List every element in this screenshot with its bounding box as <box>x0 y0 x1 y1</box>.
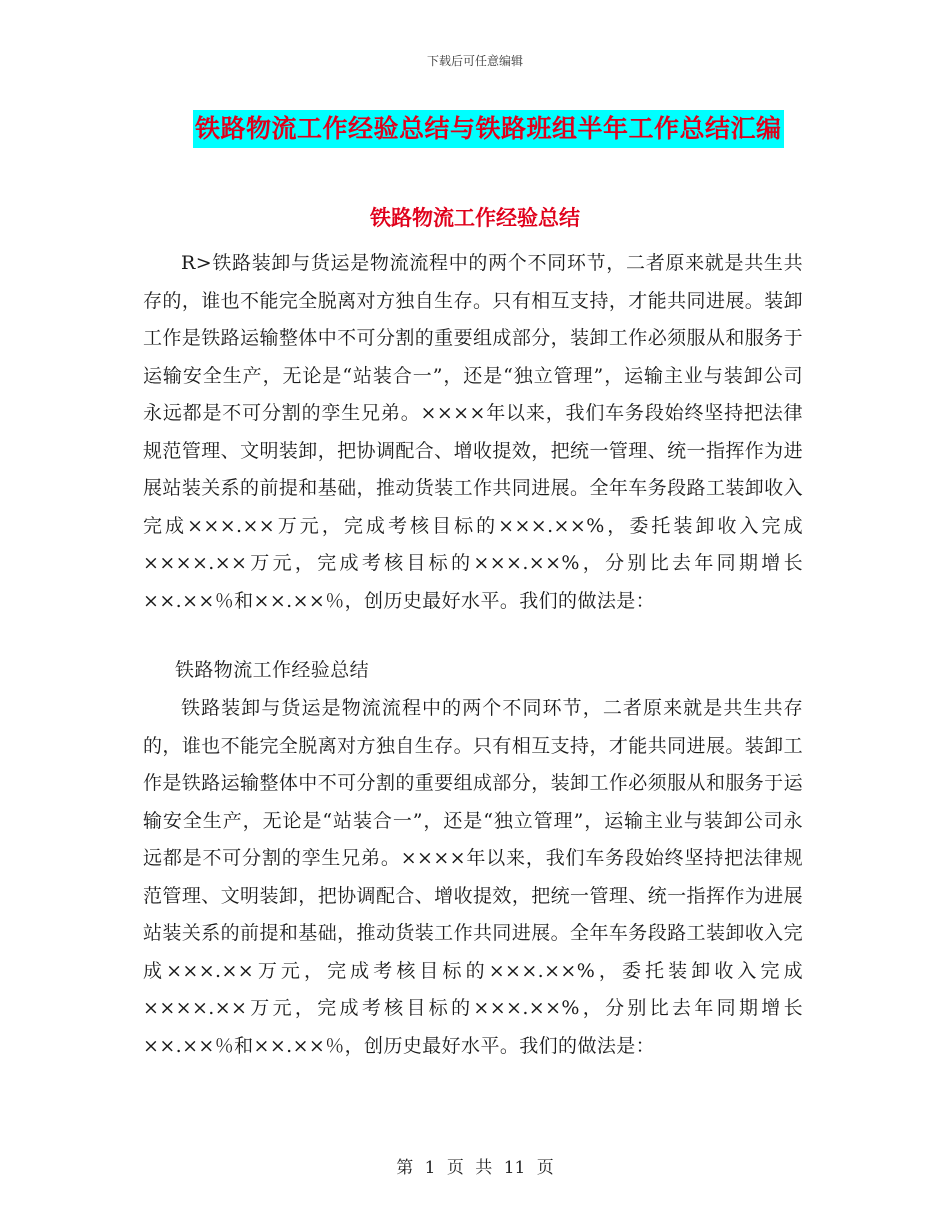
body-paragraph-1: R>铁路装卸与货运是物流流程中的两个不同环节，二者原来就是共生共存的，谁也不能完全脱离对方独自生存。只有相互支持，才能共同进展。装卸工作是铁路运输整体中不可分割的重要组成部分，装卸工作必须服从和服务于运输安全生产，无论是“站装合一”，还是“独立管理”，运输主业与装卸公司永远都是不可分割的孪生兄弟。××××年以来，我们车务段始终坚持把法律规范管理、文明装卸，把协调配合、增收提效，把统一管理、统一指挥作为进展站装关系的前提和基础，推动货装工作共同进展。全年车务段路工装卸收入完成×××.××万元，完成考核目标的×××.××%，委托装卸收入完成××××.××万元，完成考核目标的×××.××%，分别比去年同期增长××.××％和××.××％，创历史最好水平。我们的做法是： <box>143 252 803 612</box>
document-main-title: 铁路物流工作经验总结与铁路班组半年工作总结汇编 <box>193 110 784 148</box>
sub-heading: 铁路物流工作经验总结 <box>175 659 370 681</box>
body-paragraph-2: 铁路装卸与货运是物流流程中的两个不同环节，二者原来就是共生共存的，谁也不能完全脱离对方独自生存。只有相互支持，才能共同进展。装卸工作是铁路运输整体中不可分割的重要组成部分，装卸工作必须服从和服务于运输安全生产，无论是“站装合一”，还是“独立管理”，运输主业与装卸公司永远都是不可分割的孪生兄弟。××××年以来，我们车务段始终坚持把法律规范管理、文明装卸，把协调配合、增收提效，把统一管理、统一指挥作为进展站装关系的前提和基础，推动货装工作共同进展。全年车务段路工装卸收入完成×××.××万元，完成考核目标的×××.××%，委托装卸收入完成××××.××万元，完成考核目标的×××.××%，分别比去年同期增长××.××％和××.××％，创历史最好水平。我们的做法是： <box>143 697 803 1057</box>
page-header-note: 下载后可任意编辑 <box>426 54 523 68</box>
page-number-footer: 第 1 页 共 11 页 <box>396 1158 554 1178</box>
section-title: 铁路物流工作经验总结 <box>370 206 580 230</box>
